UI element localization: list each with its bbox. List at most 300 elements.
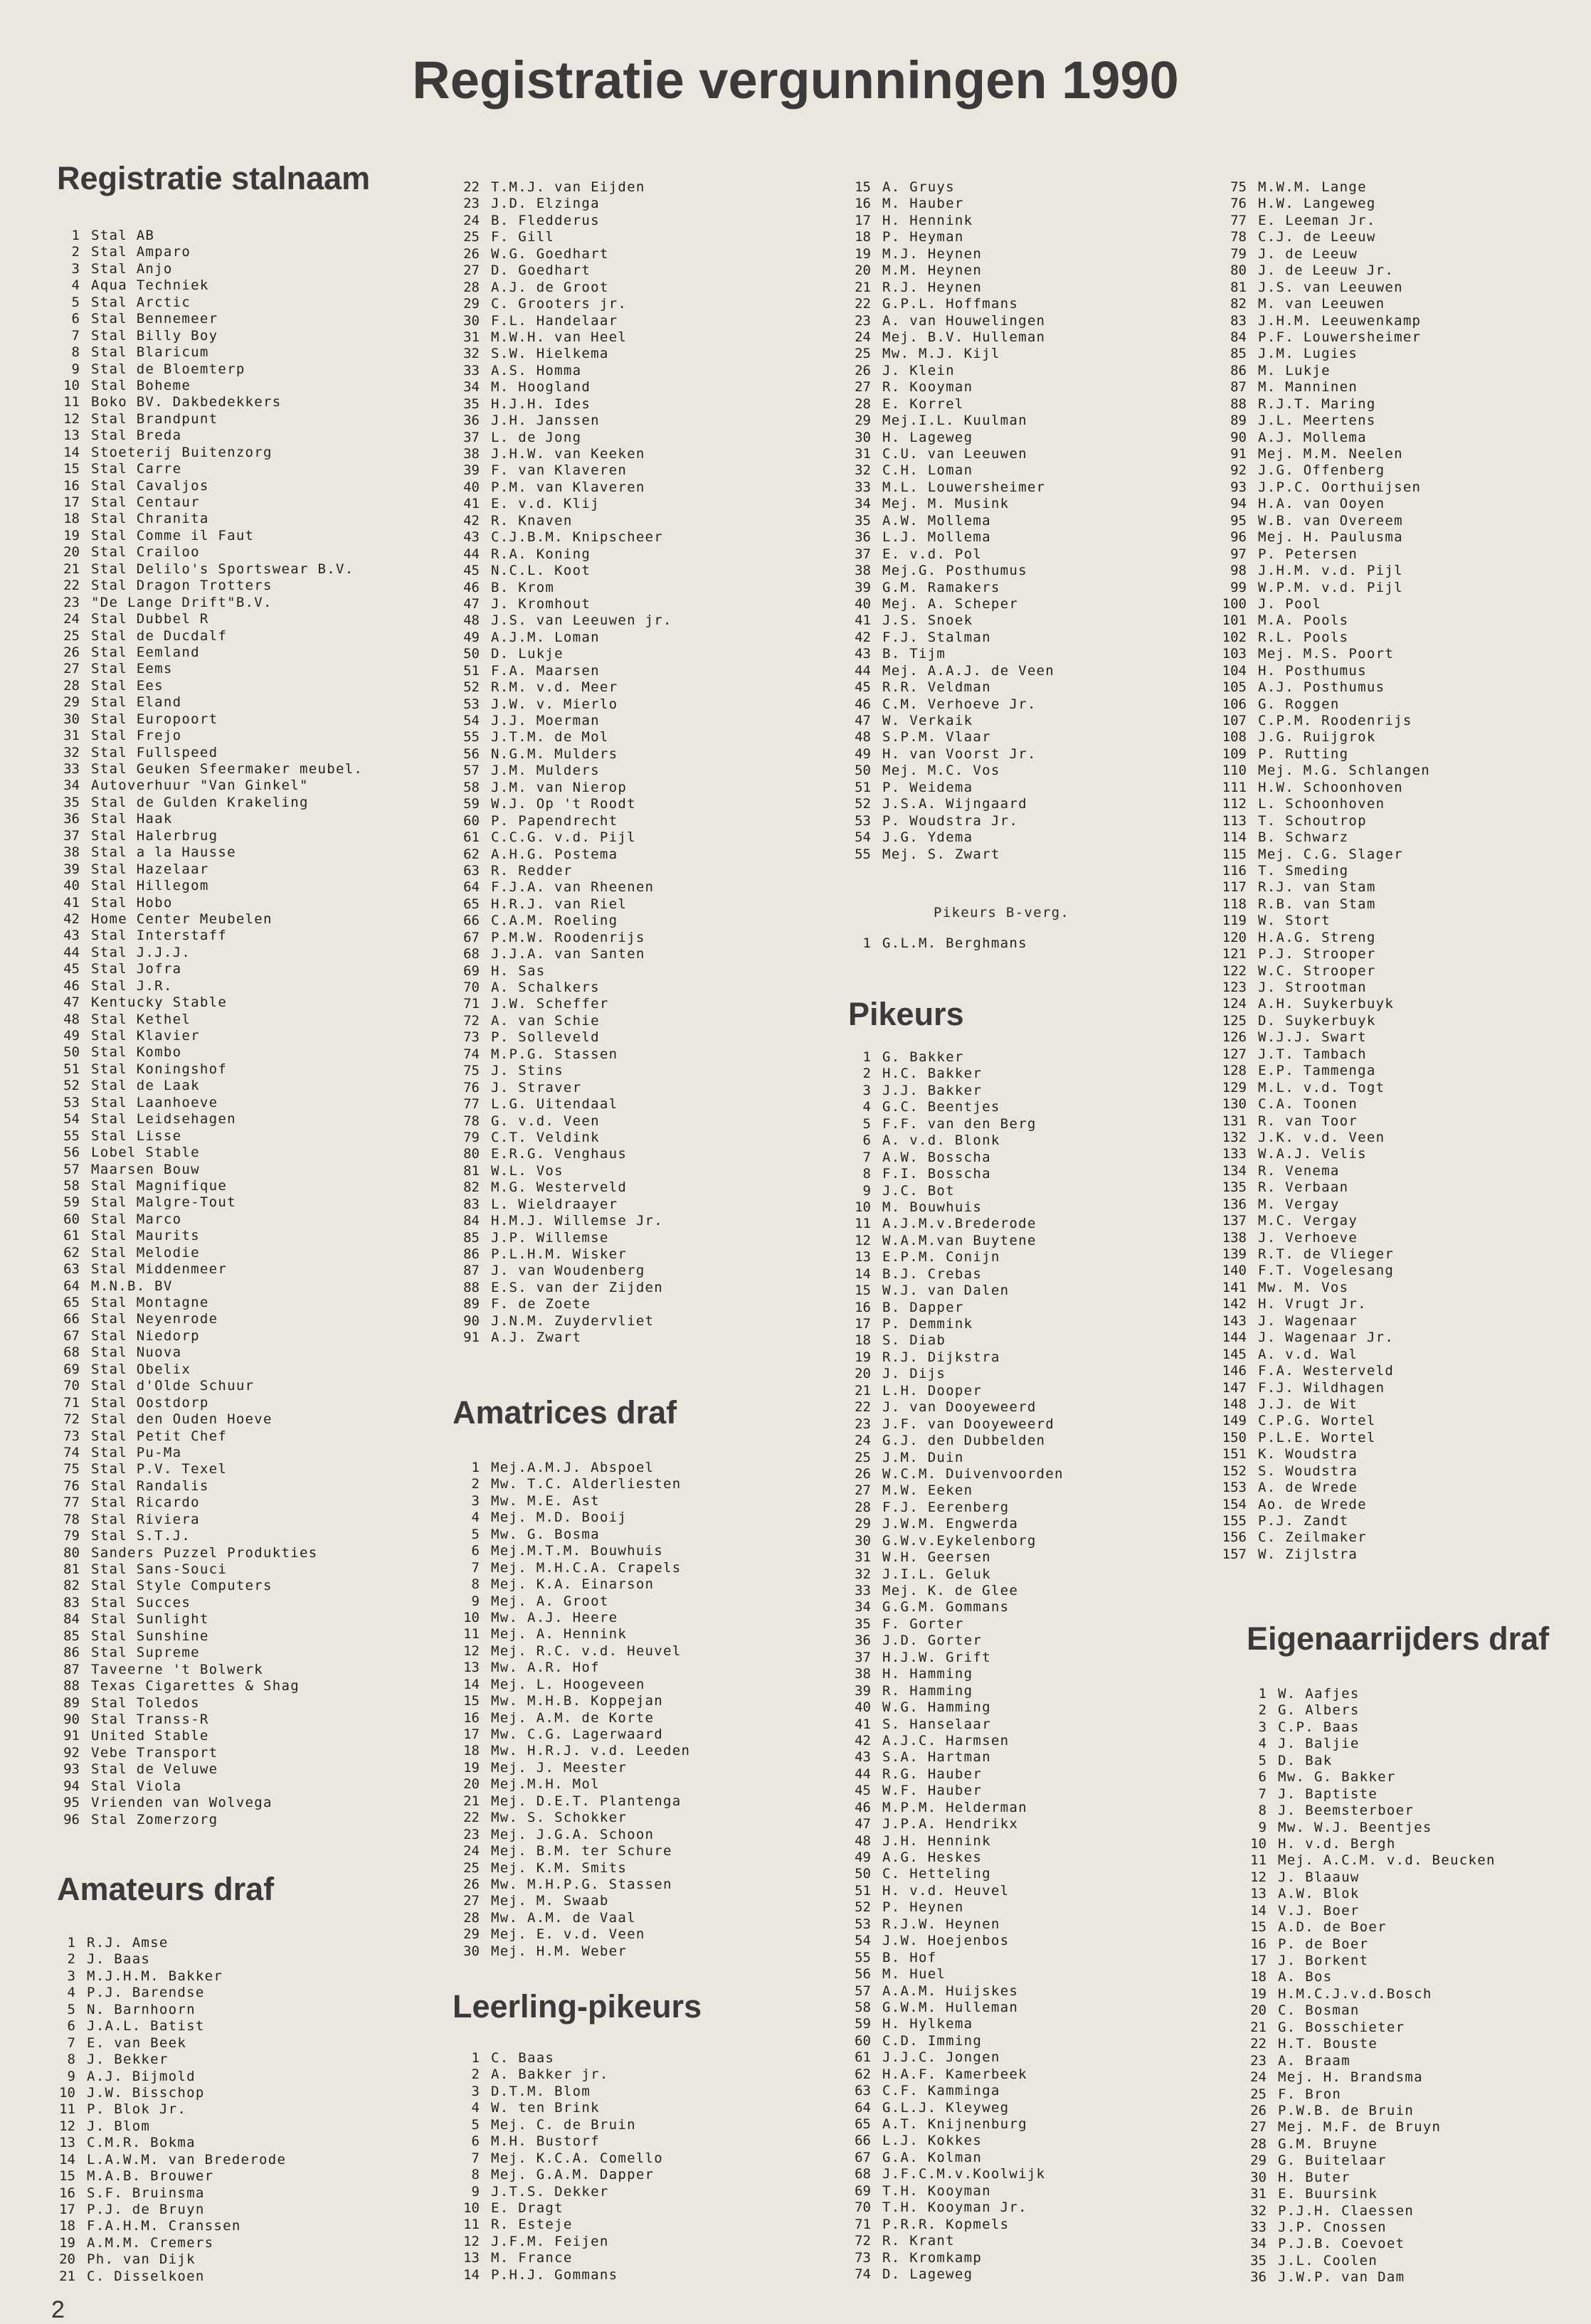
entry-number: 88 <box>1230 396 1247 412</box>
pikeur-item <box>840 1316 1064 1332</box>
entry-number: 16 <box>855 1299 871 1315</box>
pikeur-item <box>840 2166 1064 2182</box>
amateur-item <box>448 980 672 996</box>
entry-number: 28 <box>63 677 80 694</box>
entry-name: W. ten Brink <box>491 2100 600 2116</box>
entry-name: Stal Dubbel R <box>91 611 209 627</box>
entry-name: E. Buursink <box>1278 2186 1378 2202</box>
entry-number: 42 <box>855 1732 871 1749</box>
entry-name: Mej. M. Musink <box>882 496 1010 512</box>
entry-name: Autoverhuur "Van Ginkel" <box>91 778 309 794</box>
entry-name: K. Woudstra <box>1258 1446 1358 1463</box>
entry-name: J.H.M. Leeuwenkamp <box>1258 312 1422 329</box>
amateur-item <box>44 2085 286 2101</box>
entry-name: Mej.M.H. Mol <box>491 1776 600 1793</box>
eigenaarrijder-item <box>1235 1820 1496 1836</box>
entry-name: Mej. M.C. Vos <box>882 763 1000 779</box>
stalnaam-item <box>48 1745 363 1761</box>
entry-name: M.J. Heynen <box>882 245 983 262</box>
leerling-pikeur-item <box>448 2267 663 2283</box>
entry-name: Kentucky Stable <box>91 994 228 1011</box>
entry-number: 10 <box>1250 1835 1267 1852</box>
pikeur-item <box>840 1349 1064 1366</box>
entry-number: 14 <box>1250 1902 1267 1919</box>
entry-number: 73 <box>855 2249 871 2266</box>
entry-name: E. Leeman Jr. <box>1258 212 1376 228</box>
entry-name: H.W. Schoonhoven <box>1258 779 1403 795</box>
entry-name: M.L. Louwersheimer <box>882 479 1046 495</box>
entry-name: J.H.M. v.d. Pijl <box>1258 563 1403 579</box>
entry-number: 25 <box>855 1449 871 1465</box>
pikeur-item <box>840 1132 1064 1149</box>
entry-name: L. de Jong <box>491 429 582 445</box>
entry-name: F.J. Stalman <box>882 629 991 645</box>
entry-number: 77 <box>1230 212 1247 228</box>
entry-number: 16 <box>59 2185 75 2201</box>
amateur-item <box>44 2069 286 2085</box>
entry-number: 35 <box>1250 2252 1267 2269</box>
pikeur-item <box>840 2217 1064 2233</box>
entry-number: 3 <box>862 1082 871 1098</box>
entry-number: 49 <box>463 629 480 645</box>
entry-name: Mw. W.J. Beentjes <box>1278 1819 1432 1835</box>
entry-name: A.D. de Boer <box>1278 1919 1387 1936</box>
entry-name: C.T. Veldink <box>491 1129 600 1145</box>
amateur-item <box>448 1280 672 1296</box>
entry-number: 14 <box>463 2266 480 2283</box>
entry-name: P.R.R. Kopmels <box>882 2216 1010 2232</box>
entry-name: P. Demmink <box>882 1316 973 1332</box>
entry-number: 47 <box>63 994 80 1011</box>
entry-number: 10 <box>463 2200 480 2216</box>
entry-name: W. Zijlstra <box>1258 1546 1358 1562</box>
stalnaam-item <box>48 1561 363 1578</box>
entry-number: 9 <box>471 1593 480 1609</box>
entry-name: L. Schoonhoven <box>1258 796 1385 812</box>
entry-number: 7 <box>1258 1786 1267 1802</box>
entry-name: Stal Blaricum <box>91 344 209 361</box>
entry-number: 38 <box>855 563 871 579</box>
amateur-item <box>44 2052 286 2068</box>
entry-number: 31 <box>63 728 80 744</box>
amateur-item <box>448 1313 672 1330</box>
entry-number: 138 <box>1222 1229 1247 1246</box>
stalnaam-item <box>48 1044 363 1061</box>
pikeur-item <box>1215 847 1430 863</box>
entry-name: Stal Ricardo <box>91 1495 200 1511</box>
pikeur-item <box>840 1166 1064 1182</box>
entry-name: P. Heyman <box>882 229 964 245</box>
pikeurs-heading-wrap <box>848 996 964 1033</box>
entry-number: 54 <box>63 1111 80 1127</box>
entry-number: 73 <box>63 1428 80 1444</box>
entry-name: "De Lange Drift"B.V. <box>91 594 273 610</box>
stalnaam-item <box>48 1128 363 1145</box>
entry-name: Mej. C.G. Slager <box>1258 846 1403 862</box>
entry-number: 80 <box>463 1146 480 1162</box>
entry-number: 9 <box>862 1182 871 1199</box>
pikeur-item <box>1215 580 1430 596</box>
entry-name: Stal Jofra <box>91 961 182 977</box>
entry-name: A.J. Zwart <box>491 1330 582 1346</box>
entry-number: 155 <box>1222 1513 1247 1529</box>
pikeur-item <box>840 1049 1064 1066</box>
entry-number: 139 <box>1222 1246 1247 1262</box>
pikeur-item <box>840 1366 1064 1382</box>
pikeur-item <box>1215 229 1430 245</box>
entry-name: J. de Leeuw <box>1258 245 1358 262</box>
amatrice-item <box>448 1543 690 1559</box>
pikeur-item <box>1215 1296 1430 1312</box>
entry-number: 19 <box>463 1759 480 1776</box>
amateur-item <box>448 729 672 746</box>
entry-name: Stal Europoort <box>91 711 218 727</box>
entry-number: 77 <box>63 1495 80 1511</box>
amateur-item <box>448 479 672 496</box>
entry-number: 51 <box>63 1061 80 1077</box>
entry-number: 42 <box>63 911 80 927</box>
pikeur-item <box>840 2049 1064 2066</box>
entry-number: 35 <box>855 1615 871 1632</box>
entry-name: Sanders Puzzel Produkties <box>91 1544 318 1561</box>
entry-name: Vrienden van Wolvega <box>91 1795 273 1811</box>
entry-number: 68 <box>63 1344 80 1361</box>
amateur-item <box>448 1179 672 1196</box>
entry-name: R. Redder <box>491 862 573 879</box>
entry-name: P.H.J. Gommans <box>491 2266 618 2283</box>
entry-name: E.P.M. Conijn <box>882 1249 1000 1266</box>
entry-number: 66 <box>463 913 480 929</box>
leerling-pikeur-item <box>840 696 1054 713</box>
entry-name: Stal Eland <box>91 694 182 711</box>
stalnaam-item <box>48 1411 363 1428</box>
entry-number: 71 <box>463 996 480 1012</box>
leerling-pikeur-item <box>840 580 1054 596</box>
amatrice-item <box>448 1843 690 1859</box>
entry-name: A.J. de Groot <box>491 279 609 295</box>
eigenaarrijder-item <box>1235 2253 1496 2269</box>
entry-name: Mw. T.C. Alderliesten <box>491 1476 682 1492</box>
eigenaarrijder-item <box>1235 2020 1496 2036</box>
pikeur-item <box>1215 1130 1430 1146</box>
pikeur-item <box>1215 563 1430 579</box>
section-heading-stalnaam: Registratie stalnaam <box>57 160 371 196</box>
amateur-item <box>448 563 672 579</box>
entry-number: 85 <box>1230 346 1247 362</box>
entry-name: W.C.M. Duivenvoorden <box>882 1465 1064 1482</box>
entry-name: Mej. M.H.C.A. Crapels <box>491 1559 682 1576</box>
eigenaarrijder-item <box>1235 2036 1496 2052</box>
entry-number: 94 <box>63 1778 80 1794</box>
leerling-pikeur-item <box>840 379 1054 396</box>
entry-name: Stal Maurits <box>91 1228 200 1244</box>
amateur-item <box>448 963 672 980</box>
entry-name: J.F.M. Feijen <box>491 2233 609 2249</box>
pikeur-item <box>840 1450 1064 1466</box>
pikeur-item <box>1215 630 1430 646</box>
entry-name: J.S.A. Wijngaard <box>882 796 1027 812</box>
leerling-pikeur-item <box>840 679 1054 696</box>
pikeur-item <box>840 1433 1064 1449</box>
entry-name: J.L. Coolen <box>1278 2252 1378 2269</box>
entry-number: 132 <box>1222 1129 1247 1145</box>
entry-name: Stal Succes <box>91 1594 191 1611</box>
entry-name: J. Straver <box>491 1079 582 1095</box>
entry-name: M. van Leeuwen <box>1258 296 1385 312</box>
entry-number: 147 <box>1222 1379 1247 1396</box>
page-number: 2 <box>51 2296 65 2323</box>
entry-number: 39 <box>855 579 871 595</box>
list-leerling-pikeurs-col3 <box>840 179 1054 863</box>
entry-number: 23 <box>855 312 871 329</box>
entry-number: 11 <box>59 2101 75 2118</box>
entry-name: H. Hennink <box>882 212 973 228</box>
amateur-item <box>448 930 672 946</box>
entry-number: 50 <box>855 763 871 779</box>
pikeur-item <box>1215 179 1430 196</box>
entry-name: W.L. Vos <box>491 1162 564 1179</box>
entry-name: Stal de Gulden Krakeling <box>91 794 309 810</box>
entry-number: 45 <box>463 563 480 579</box>
leerling-pikeur-item <box>840 280 1054 296</box>
amateur-item <box>448 1130 672 1146</box>
entry-name: J.D. Gorter <box>882 1633 983 1649</box>
entry-name: F. van Klaveren <box>491 462 628 479</box>
entry-name: G.W.v.Eykelenborg <box>882 1532 1037 1549</box>
pikeur-item <box>1215 446 1430 462</box>
leerling-pikeur-item <box>840 513 1054 529</box>
entry-name: Boko BV. Dakbedekkers <box>91 394 282 410</box>
eigenaarrijder-item <box>1235 2269 1496 2286</box>
entry-number: 22 <box>855 296 871 312</box>
entry-number: 16 <box>463 1709 480 1726</box>
pikeur-item <box>1215 1230 1430 1246</box>
entry-name: J. van Woudenberg <box>491 1263 645 1279</box>
pikeur-item <box>1215 496 1430 512</box>
entry-name: Stal Hazelaar <box>91 861 209 877</box>
pikeur-item <box>840 1650 1064 1666</box>
entry-name: Mej. E. v.d. Veen <box>491 1926 645 1943</box>
eigenaarrijder-item <box>1235 2136 1496 2153</box>
entry-name: Stal Toledos <box>91 1694 200 1711</box>
entry-number: 57 <box>463 763 480 779</box>
entry-number: 36 <box>463 413 480 429</box>
amateur-item <box>448 196 672 212</box>
entry-number: 25 <box>855 346 871 362</box>
eigenaarrijder-item <box>1235 1886 1496 1902</box>
entry-name: R.J. van Stam <box>1258 879 1376 896</box>
leerling-pikeur-item <box>840 229 1054 245</box>
entry-name: J.T.M. de Mol <box>491 729 609 746</box>
entry-number: 24 <box>855 329 871 345</box>
entry-name: H. Buter <box>1278 2169 1350 2185</box>
leerling-pikeur-item <box>840 847 1054 863</box>
entry-number: 13 <box>63 428 80 444</box>
entry-number: 33 <box>1250 2219 1267 2235</box>
entry-name: G.P.L. Hoffmans <box>882 296 1019 312</box>
entry-number: 16 <box>63 477 80 494</box>
entry-name: F.L. Handelaar <box>491 312 618 329</box>
entry-number: 48 <box>63 1011 80 1027</box>
entry-name: J.H. Hennink <box>882 1832 991 1849</box>
entry-number: 58 <box>855 1999 871 2015</box>
entry-name: H.M.J. Willemse Jr. <box>491 1213 664 1229</box>
amateur-item <box>44 2235 286 2251</box>
pikeur-item <box>1215 1280 1430 1296</box>
amateur-item <box>44 2152 286 2168</box>
entry-number: 35 <box>63 794 80 810</box>
amateur-item <box>448 363 672 379</box>
entry-number: 1 <box>862 1049 871 1065</box>
entry-name: F.A. Westerveld <box>1258 1363 1395 1379</box>
entry-name: Mej. R.C. v.d. Heuvel <box>491 1643 682 1659</box>
amateur-item <box>448 913 672 929</box>
entry-name: D. Suykerbuyk <box>1258 1012 1376 1029</box>
entry-name: C.J.B.M. Knipscheer <box>491 529 664 546</box>
entry-number: 17 <box>63 494 80 510</box>
entry-name: Mw. M.H.P.G. Stassen <box>491 1876 672 1892</box>
entry-number: 1 <box>471 1460 480 1475</box>
pikeur-item <box>840 1850 1064 1866</box>
amateur-item <box>448 1213 672 1229</box>
amateur-item <box>448 396 672 413</box>
amateur-item <box>448 430 672 446</box>
amatrice-item <box>448 1460 690 1476</box>
stalnaam-item <box>48 911 363 928</box>
pikeur-item <box>1215 913 1430 929</box>
entry-name: H.M.C.J.v.d.Bosch <box>1278 1985 1432 2002</box>
stalnaam-item <box>48 1344 363 1361</box>
entry-name: A.H. Suykerbuyk <box>1258 996 1395 1012</box>
entry-name: E.P. Tammenga <box>1258 1063 1376 1079</box>
amatrice-item <box>448 1860 690 1877</box>
pikeur-item <box>840 2100 1064 2116</box>
entry-number: 19 <box>1250 1985 1267 2002</box>
entry-number: 18 <box>63 511 80 527</box>
entry-name: F.A. Maarsen <box>491 662 600 679</box>
entry-name: J. Beemsterboer <box>1278 1803 1415 1819</box>
stalnaam-item <box>48 1695 363 1712</box>
amateur-item <box>448 946 672 962</box>
pikeur-item <box>1215 796 1430 812</box>
entry-number: 37 <box>63 827 80 844</box>
entry-name: Stal Supreme <box>91 1645 200 1661</box>
section-heading-eigenaarrijders-draf: Eigenaarrijders draf <box>1247 1620 1550 1657</box>
entry-name: Stal Marco <box>91 1211 182 1227</box>
eigenaarrijder-item <box>1235 2086 1496 2103</box>
stalnaam-item <box>48 644 363 661</box>
stalnaam-item <box>48 1145 363 1161</box>
entry-name: J.J.C. Jongen <box>882 2049 1000 2066</box>
entry-number: 14 <box>59 2151 75 2168</box>
entry-name: Stal Magnifique <box>91 1177 228 1194</box>
pikeur-item <box>840 1800 1064 1816</box>
column-1 <box>57 160 370 197</box>
amateur-item <box>448 780 672 796</box>
leerling-pikeur-item <box>840 246 1054 262</box>
pikeur-item <box>1215 863 1430 879</box>
entry-name: W.H. Geersen <box>882 1549 991 1566</box>
entry-name: Mej. K.C.A. Comello <box>491 2150 664 2166</box>
stalnaam-item <box>48 1545 363 1561</box>
entry-name: E. v.d. Pol <box>882 546 983 562</box>
amatrice-item <box>448 1610 690 1626</box>
entry-number: 122 <box>1222 962 1247 979</box>
amateur-item <box>448 280 672 296</box>
entry-name: S.F. Bruinsma <box>87 2185 205 2201</box>
entry-number: 56 <box>855 1966 871 1983</box>
entry-name: R. Venema <box>1258 1162 1340 1179</box>
entry-number: 44 <box>855 662 871 679</box>
entry-name: J.J. Moerman <box>491 713 600 728</box>
entry-number: 40 <box>855 1699 871 1716</box>
pikeur-item <box>840 1533 1064 1549</box>
entry-number: 60 <box>463 812 480 829</box>
entry-name: Mej. S. Zwart <box>882 846 1000 862</box>
entry-number: 76 <box>463 1079 480 1095</box>
entry-name: A.T. Knijnenburg <box>882 2116 1027 2132</box>
pikeur-item <box>840 1216 1064 1232</box>
pikeur-item <box>840 1116 1064 1132</box>
stalnaam-item <box>48 728 363 744</box>
entry-name: R. Verbaan <box>1258 1179 1349 1196</box>
entry-number: 97 <box>1230 546 1247 562</box>
entry-name: A.W. Blok <box>1278 1886 1360 1902</box>
entry-name: J.W.P. van Dam <box>1278 2269 1405 2286</box>
entry-number: 36 <box>1250 2269 1267 2286</box>
entry-number: 70 <box>63 1378 80 1394</box>
entry-name: G.W.M. Hulleman <box>882 1999 1019 2015</box>
entry-number: 58 <box>463 779 480 795</box>
leerling-pikeur-item <box>840 729 1054 746</box>
entry-number: 15 <box>855 179 871 195</box>
entry-name: R.A. Koning <box>491 546 591 562</box>
entry-name: R. Knaven <box>491 512 573 529</box>
amateur-item <box>448 213 672 229</box>
entry-number: 22 <box>855 1399 871 1416</box>
entry-number: 48 <box>855 729 871 746</box>
entry-name: C. Baas <box>491 2050 555 2066</box>
eigenaarrijder-item <box>1235 1919 1496 1936</box>
entry-number: 2 <box>471 1476 480 1492</box>
list-pikeurs-col3 <box>840 1049 1064 2283</box>
entry-number: 2 <box>71 244 80 260</box>
pikeur-item <box>1215 946 1430 962</box>
entry-number: 23 <box>855 1416 871 1432</box>
amateur-item <box>448 329 672 346</box>
entry-number: 135 <box>1222 1179 1247 1196</box>
amateur-item <box>448 996 672 1012</box>
pikeur-item <box>840 1249 1064 1266</box>
entry-name: Aqua Techniek <box>91 277 209 294</box>
entry-number: 82 <box>463 1179 480 1196</box>
entry-name: Stal Oostdorp <box>91 1394 209 1411</box>
amatrice-item <box>448 1776 690 1793</box>
entry-name: Mej. J.G.A. Schoon <box>491 1826 655 1842</box>
stalnaam-item <box>48 611 363 627</box>
pikeur-item <box>1215 980 1430 996</box>
entry-number: 65 <box>855 2116 871 2132</box>
pikeur-item <box>1215 1546 1430 1563</box>
entry-name: C.D. Imming <box>882 2032 983 2049</box>
entry-name: A. v.d. Blonk <box>882 1132 1000 1149</box>
entry-name: A. van Houwelingen <box>882 312 1046 329</box>
amatrice-item <box>448 1509 690 1526</box>
entry-number: 19 <box>855 245 871 262</box>
entry-name: Stal Transs-R <box>91 1711 209 1727</box>
list-amateurs-draf-col1 <box>44 1935 286 2285</box>
entry-number: 83 <box>463 1196 480 1212</box>
